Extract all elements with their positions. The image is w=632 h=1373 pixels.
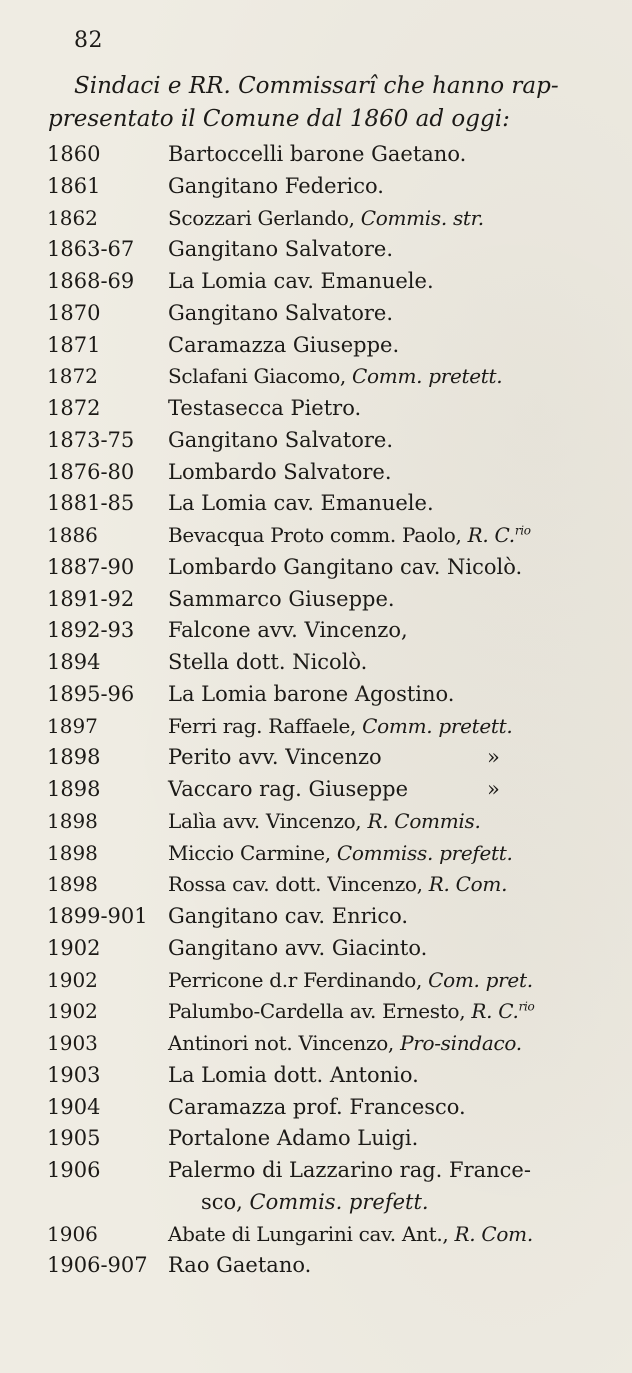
list-item <box>47 1155 622 1187</box>
list-item <box>47 203 622 235</box>
entry-name-text: Ferri rag. Raffaele, <box>168 713 363 738</box>
list-item <box>47 488 622 520</box>
entry-name-text: Rossa cav. dott. Vincenzo, <box>168 872 429 897</box>
entry-name <box>168 552 522 584</box>
entry-title-superscript: rio <box>514 523 531 538</box>
entry-year: 1903 <box>47 1031 98 1055</box>
list-item <box>47 1092 622 1124</box>
entry-year: 1906 <box>47 1158 101 1182</box>
section-heading <box>48 70 618 136</box>
list-item <box>47 584 622 616</box>
entry-name-text: Perito avv. Vincenzo <box>168 745 382 770</box>
entry-name-text: Gangitano Federico. <box>168 173 384 198</box>
entry-name-text: Gangitano avv. Giacinto. <box>168 935 428 960</box>
entry-name-text: Gangitano Salvatore. <box>168 300 394 325</box>
heading-line-1: Sindaci e RR. Commissarî che hanno rap- <box>74 73 559 99</box>
entry-name <box>168 393 361 425</box>
entry-year: 1894 <box>47 650 101 674</box>
entry-name-text: Vaccaro rag. Giuseppe <box>168 777 409 801</box>
entry-name <box>168 425 393 457</box>
entry-name <box>168 298 393 330</box>
list-item <box>47 806 622 838</box>
entry-name <box>168 1060 419 1092</box>
entry-name <box>168 901 408 933</box>
entry-year: 1871 <box>47 332 101 357</box>
entry-name <box>168 139 466 171</box>
entry-name <box>168 361 502 393</box>
entry-title: R. Com. <box>454 1221 533 1246</box>
entry-name-text: Palumbo-Cardella av. Ernesto, <box>168 999 472 1024</box>
entry-name <box>168 1219 533 1251</box>
entry-title: Commis. str. <box>360 205 484 230</box>
entry-title: Comm. pretett. <box>362 713 513 738</box>
entry-year: 1898 <box>47 840 98 865</box>
entry-name <box>168 1250 311 1282</box>
list-item <box>47 679 622 711</box>
entry-year: 1868-69 <box>47 269 135 293</box>
list-item <box>47 965 622 997</box>
list-item <box>47 330 622 362</box>
entry-year: 1898 <box>47 745 101 770</box>
list-item <box>47 711 622 743</box>
entry-name-text: Gangitano Salvatore. <box>168 237 394 262</box>
entry-name <box>168 1155 531 1187</box>
entry-name <box>168 742 382 774</box>
entry-title-superscript: rio <box>518 999 535 1014</box>
entry-title: Commis. prefett. <box>249 1189 429 1214</box>
entry-title: R. C. <box>467 523 515 547</box>
list-item <box>47 838 622 870</box>
entry-year: 1892-93 <box>47 618 135 643</box>
list-item <box>47 361 622 393</box>
entry-name <box>168 584 395 616</box>
entry-title: Commiss. prefett. <box>336 840 513 865</box>
list-item <box>47 1060 622 1092</box>
entry-year: 1881-85 <box>47 491 135 516</box>
entry-name-text: Gangitano cav. Enrico. <box>168 904 409 928</box>
entry-year: 1861 <box>47 173 101 198</box>
list-item <box>47 298 622 330</box>
entry-name-text: Rao Gaetano. <box>168 1253 312 1278</box>
entry-title: R. Commis. <box>367 808 481 833</box>
entry-name-text: Antinori not. Vincenzo, <box>168 1031 401 1055</box>
entry-name <box>201 1187 429 1219</box>
entry-name <box>168 1028 522 1060</box>
list-item <box>47 901 622 933</box>
list-item <box>47 234 622 266</box>
entry-title: R. Com. <box>428 872 508 897</box>
entry-year: 1863-67 <box>47 237 135 262</box>
entry-name <box>168 1123 418 1155</box>
entry-year: 1862 <box>47 205 98 230</box>
entry-name-text: Lombardo Salvatore. <box>168 459 392 484</box>
entry-year: 1899-901 <box>47 904 148 928</box>
entry-name-text: La Lomia cav. Emanuele. <box>168 491 434 516</box>
entry-name-text: Portalone Adamo Luigi. <box>168 1126 419 1151</box>
entry-name <box>168 520 531 552</box>
list-item <box>47 393 622 425</box>
heading-line-2: presentato il Comune dal 1860 ad oggi: <box>48 106 510 132</box>
entry-name <box>168 234 393 266</box>
entry-year: 1897 <box>47 713 98 738</box>
entry-name-text: Sammarco Giuseppe. <box>168 586 395 611</box>
list-item <box>47 774 622 806</box>
entry-year: 1860 <box>47 142 101 166</box>
entry-name-text: Palermo di Lazzarino rag. France- <box>168 1158 531 1182</box>
entry-name-text: Caramazza Giuseppe. <box>168 332 400 357</box>
entry-name <box>168 266 434 298</box>
list-item <box>47 552 622 584</box>
list-item <box>47 520 622 552</box>
entry-name <box>168 965 533 997</box>
entry-name <box>168 869 507 901</box>
entry-name-text: La Lomia barone Agostino. <box>168 681 455 706</box>
entry-name-text: Abate di Lungarini cav. Ant., <box>168 1221 455 1246</box>
entry-year: 1887-90 <box>47 554 135 579</box>
entry-name <box>168 457 392 489</box>
entry-year: 1904 <box>47 1094 101 1119</box>
list-item <box>47 457 622 489</box>
list-item <box>47 1123 622 1155</box>
entry-name-text: La Lomia dott. Antonio. <box>168 1062 419 1087</box>
entry-title: Com. pret. <box>428 967 533 992</box>
entry-name-text: Perricone d.r Ferdinando, <box>168 967 429 992</box>
list-item <box>47 933 622 965</box>
entry-name-text: sco, <box>201 1189 250 1214</box>
entry-name <box>168 933 427 965</box>
entry-year: 1895-96 <box>47 681 135 706</box>
entry-name <box>168 647 367 679</box>
entry-name <box>168 171 384 203</box>
entry-name-text: La Lomia cav. Emanuele. <box>168 269 434 293</box>
entry-year: 1891-92 <box>47 586 135 611</box>
entry-name <box>168 838 513 870</box>
entry-name-text: Gangitano Salvatore. <box>168 427 394 452</box>
list-item <box>47 1219 622 1251</box>
entry-name-text: Sclafani Giacomo, <box>168 364 353 389</box>
entry-year: 1905 <box>47 1126 101 1151</box>
entry-year: 1906-907 <box>47 1253 148 1278</box>
page-number: 82 <box>74 28 103 53</box>
entry-name-text: Bartoccelli barone Gaetano. <box>168 142 467 166</box>
entry-name <box>168 488 434 520</box>
list-item <box>47 425 622 457</box>
list-item <box>47 171 622 203</box>
list-item <box>47 996 622 1028</box>
entry-name <box>168 806 481 838</box>
entry-name-text: Stella dott. Nicolò. <box>168 650 368 674</box>
list-item <box>47 1187 622 1219</box>
entry-name-text: Lombardo Gangitano cav. Nicolò. <box>168 554 523 579</box>
entry-name-text: Testasecca Pietro. <box>168 396 362 420</box>
entry-year: 1898 <box>47 808 98 833</box>
entry-year: 1886 <box>47 523 98 547</box>
list-item <box>47 869 622 901</box>
list-item <box>47 266 622 298</box>
entry-year: 1872 <box>47 364 98 389</box>
entry-year: 1902 <box>47 999 98 1024</box>
entry-name-text: Lalìa avv. Vincenzo, <box>168 808 368 833</box>
entry-year: 1906 <box>47 1221 98 1246</box>
entry-name <box>168 774 408 806</box>
entry-year: 1876-80 <box>47 459 135 484</box>
entry-year: 1873-75 <box>47 427 135 452</box>
entry-name <box>168 996 534 1028</box>
entry-title: Comm. pretett. <box>352 364 503 389</box>
entry-year: 1872 <box>47 396 101 420</box>
list-item <box>47 615 622 647</box>
entry-name <box>168 679 454 711</box>
entry-name-text: Bevacqua Proto comm. Paolo, <box>168 523 468 547</box>
entry-year: 1903 <box>47 1062 101 1087</box>
entry-name-text: Scozzari Gerlando, <box>168 205 361 230</box>
entry-year: 1898 <box>47 777 101 801</box>
entry-year: 1902 <box>47 967 98 992</box>
entry-name <box>168 203 484 235</box>
entry-year: 1902 <box>47 935 101 960</box>
entry-name-text: Miccio Carmine, <box>168 840 337 865</box>
entry-title: R. C. <box>471 999 519 1024</box>
entry-name <box>168 1092 466 1124</box>
entry-year: 1898 <box>47 872 98 897</box>
mayors-list <box>47 139 622 1282</box>
entry-name-text: Caramazza prof. Francesco. <box>168 1094 466 1119</box>
list-item <box>47 1250 622 1282</box>
list-item <box>47 647 622 679</box>
ditto-mark: » <box>487 777 500 801</box>
ditto-mark: » <box>487 745 500 770</box>
entry-title: Pro-sindaco. <box>400 1031 522 1055</box>
entry-name <box>168 615 408 647</box>
entry-name <box>168 711 512 743</box>
list-item <box>47 1028 622 1060</box>
entry-name-text: Falcone avv. Vincenzo, <box>168 618 408 643</box>
list-item <box>47 742 622 774</box>
entry-year: 1870 <box>47 300 101 325</box>
list-item <box>47 139 622 171</box>
entry-name <box>168 330 399 362</box>
